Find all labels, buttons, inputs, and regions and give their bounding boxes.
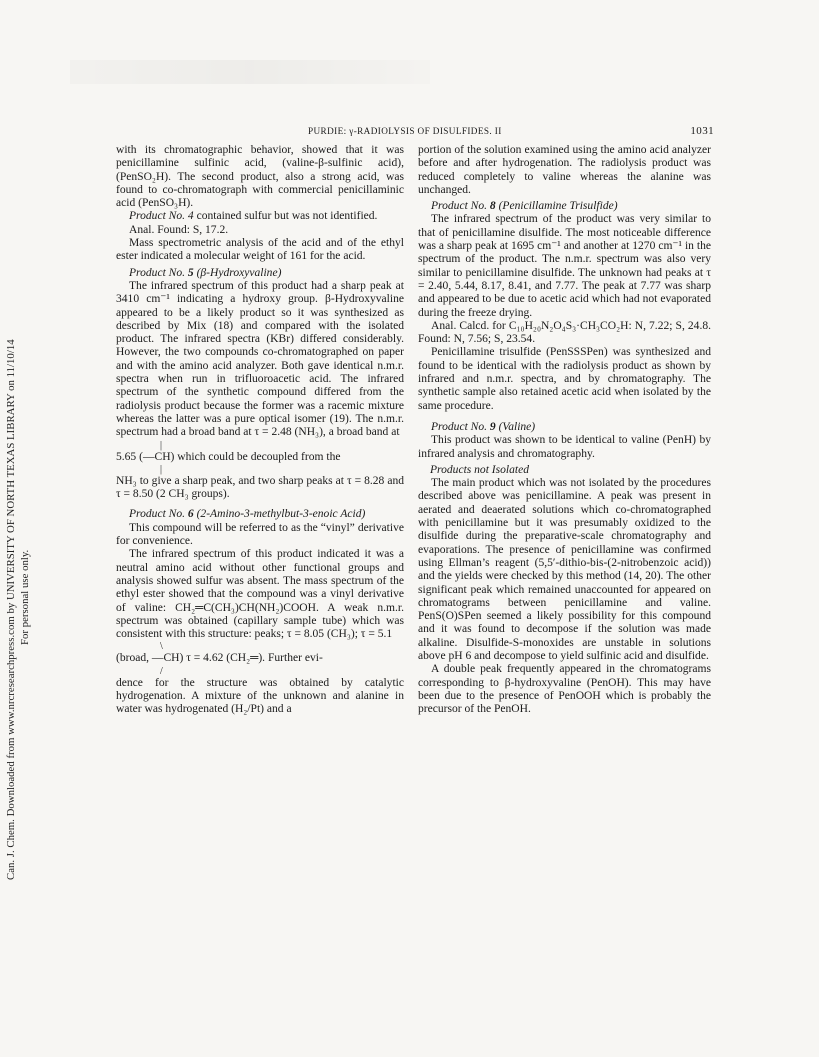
paragraph: Product No. 4 contained sulfur but was not identified.	[129, 210, 378, 223]
bond-mark: |	[160, 439, 163, 451]
section-heading: Product No. 9 (Valine)	[431, 420, 536, 433]
paragraph: The main product which was not isolated by the procedures described above was penicillamine. A peak was present in aerated and deaerated solutions which co-chromatographed with penicillamine but it was presumably oxidized to the disulfide during the preparative-scale chromatography and evaporations. The presence of penicillamine was confirmed using Ellman’s reagent (5,5′-dithio-bis-(2-nitrobenzoic acid)) and the yields were checked by this method (14, 20). The other significant peak which remained unaccounted for appeared on chromatograms between penicillamine and valine. PenS(O)SPen seemed a likely possibility for this compound and it was found to decompose if the solution was made alkaline. Disulfide-S-monoxides are unstable in solutions above pH 6 and decompose to yield sulfinic acid and disulfide.	[418, 477, 711, 662]
bond-mark: |	[160, 463, 163, 475]
paragraph: Penicillamine trisulfide (PenSSSPen) was synthesized and found to be identical with the radiolysis product as shown by infrared and n.m.r. spectra, and by chromatography. The synthetic sample also retained acetic acid when isolated by the same procedure.	[418, 346, 711, 412]
bond-mark: /	[160, 665, 163, 677]
paragraph: The infrared spectrum of the product was very similar to that of penicillamine disulfide. The most noticeable difference was a sharp peak at 1695 cm⁻¹ and another at 1270 cm⁻¹ in the spectrum of the product. The n.m.r. spectrum was also very similar to penicillamine disulfide. The unknown had peaks at τ = 2.40, 5.44, 8.17, 8.41, and 7.77. The peak at 7.77 was sharp and appeared to be due to acetic acid which had not evaporated during the freeze drying.	[418, 213, 711, 319]
paragraph: This product was shown to be identical to valine (PenH) by infrared analysis and chromatography.	[418, 434, 711, 460]
running-title: PURDIE: γ-RADIOLYSIS OF DISULFIDES. II	[308, 126, 502, 136]
paragraph: dence for the structure was obtained by catalytic hydrogenation. A mixture of the unknown and alanine in water was hydrogenated (H₂/Pt) and a	[116, 676, 404, 716]
product-heading: Product No. 4	[129, 210, 194, 223]
bond-mark: \	[160, 641, 163, 653]
section-heading: Product No. 5 (β-Hydroxyvaline)	[129, 266, 282, 279]
paragraph: portion of the solution examined using the amino acid analyzer before and after hydrogenation. The radiolysis product was reduced completely to valine whereas the alanine was unchanged.	[418, 144, 711, 196]
section-heading: Product No. 6 (2-Amino-3-methylbut-3-enoic Acid)	[129, 508, 366, 521]
paragraph: The infrared spectrum of this product had a sharp peak at 3410 cm⁻¹ indicating a hydroxy group. β-Hydroxyvaline appeared to be a likely product so it was synthesized as described by Mix (18) and compared with the isolated product. The infrared spectra (KBr) differed considerably. However, the two compounds co-chromatographed on paper and with the amino acid analyzer. Both gave identical n.m.r. spectra when run in trifluoroacetic acid. The infrared spectrum of the synthetic compound differed from the radiolysis product because the former was a racemic mixture whereas the latter was a pure optical isomer (19). The n.m.r. spectrum had a broad band at τ = 2.48 (NH₃), a broad band at	[116, 279, 404, 439]
analysis-line: Anal. Calcd. for C₁₀H₂₀N₂O₄S₃·CH₃CO₂H: N, 7.22; S, 24.8. Found: N, 7.56; S, 23.54.	[418, 319, 711, 346]
left-column	[116, 144, 404, 717]
right-column	[418, 144, 711, 716]
paragraph: A double peak frequently appeared in the chromatograms corresponding to β-hydroxyvaline (PenOH). This may have been due to the presence of PenOOH which is probably the precursor of the PenOH.	[418, 663, 711, 716]
paragraph: (broad, —CH) τ = 4.62 (CH₂═). Further evi-	[116, 652, 323, 665]
paragraph: The infrared spectrum of this product indicated it was a neutral amino acid without other functional groups and analysis showed sulfur was absent. The mass spectrum of the ethyl ester showed that the compound was a vinyl derivative of valine: CH₂═C(CH₃)CH(NH₂)COOH. A weak n.m.r. spectrum was obtained (capillary sample tube) which was consistent with this structure: peaks; τ = 8.05 (CH₃); τ = 5.1	[116, 548, 404, 641]
analysis-line: Anal. Found: S, 17.2.	[129, 223, 229, 236]
paragraph: Mass spectrometric analysis of the acid and of the ethyl ester indicated a molecular weight of 161 for the acid.	[116, 237, 404, 263]
paragraph: NH₃ to give a sharp peak, and two sharp peaks at τ = 8.28 and τ = 8.50 (2 CH₃ groups).	[116, 474, 404, 501]
page-header	[118, 124, 714, 140]
page-number: 1031	[690, 125, 714, 137]
paragraph: with its chromatographic behavior, showed that it was penicillamine sulfinic acid, (valine-β-sulfinic acid), (PenSO₂H). The second product, also a strong acid, was found to co-chromatograph with commercial penicillaminic acid (PenSO₃H).	[116, 144, 404, 210]
personal-use-notice: For personal use only.	[19, 549, 31, 645]
section-heading: Products not Isolated	[430, 463, 529, 476]
section-heading: Product No. 8 (Penicillamine Trisulfide)	[431, 200, 618, 213]
paragraph: 5.65 (—CH) which could be decoupled from the	[116, 450, 341, 463]
scan-smudge	[70, 60, 430, 84]
download-notice: Can. J. Chem. Downloaded from www.nrcresearchpress.com by UNIVERSITY OF NORTH TEXAS LIBRARY on 11/10/14	[5, 339, 17, 880]
download-watermark	[0, 20, 38, 880]
paragraph: This compound will be referred to as the “vinyl” derivative for convenience.	[116, 521, 404, 548]
